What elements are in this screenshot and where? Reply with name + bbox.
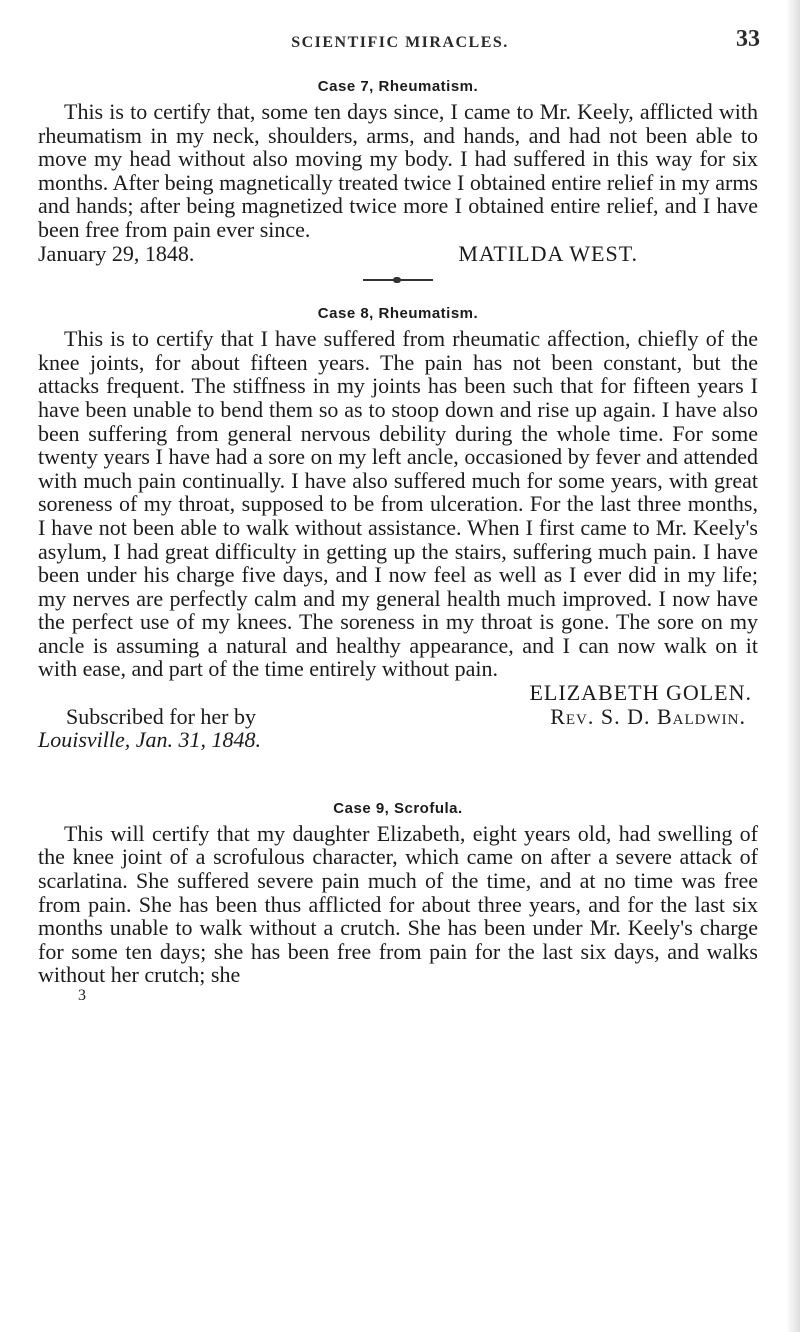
section-separator: [363, 279, 433, 281]
case-8-signature: ELIZABETH GOLEN.: [529, 680, 752, 706]
case-8-signature-row: [38, 681, 758, 705]
case-9-heading: Case 9, Scrofula.: [333, 799, 463, 817]
case-8-heading: Case 8, Rheumatism.: [317, 305, 479, 323]
case-7-date: January 29, 1848.: [38, 240, 195, 266]
case-8-witness: Rev. S. D. Baldwin.: [550, 703, 746, 729]
case-7-body: This is to certify that, some ten days since, I came to Mr. Keely, afflicted with rheumatism in my neck, shoulders, arms, and hands, and had not been able to move my head without also moving my body. I had suffered in this way for six months. After being magnetically treated twice I obtained entire relief in my arms and hands; after being magnetized twice more I obtained entire relief, and I have been free from pain ever since.: [38, 99, 758, 242]
case-8-subscribed-row: [38, 705, 758, 729]
case-7-heading: Case 7, Rheumatism.: [317, 78, 479, 95]
case-9-section: [38, 798, 758, 1005]
case-8-section: [38, 303, 758, 752]
case-8-body: This is to certify that I have suffered from rheumatic affection, chiefly of the knee joints, for about fifteen years. The pain has not been constant, but the attacks frequent. The stiffness in my joints has been such that for fifteen years I have been unable to bend them so as to stoop down and rise up again. I have also been suffering from general nervous debility during the whole time. For some twenty years I have had a sore on my left ancle, occasioned by fever and attended with much pain continually. I have also suffered much for some years, with great soreness of my throat, supposed to be from ulceration. For the last three months, I have not been able to walk without assistance. When I first came to Mr. Keely's asylum, I had great difficulty in getting up the stairs, suffering much pain. I have been under his charge five days, and I now feel as well as I ever did in my life; my nerves are perfectly calm and my general health much improved. I now have the perfect use of my knees. The soreness in my throat is gone. The sore on my ancle is assuming a natural and healthy appearance, and I can now walk on it with ease, and part of the time entirely without pain.: [38, 326, 758, 682]
printer-signature-mark: 3: [78, 987, 86, 1004]
page-edge-shadow: [786, 0, 800, 1332]
case-9-body: This will certify that my daughter Elizabeth, eight years old, had swelling of the knee joint of a scrofulous character, which came on after a severe attack of scarlatina. She suffered severe pain much of the time, and at no time was free from pain. She has been thus afflicted for about three years, and for the last six months unable to walk without a crutch. She has been under Mr. Keely's charge for some ten days; she has been free from pain for the last six days, and walks without her crutch; she: [38, 820, 758, 988]
case-7-section: [38, 76, 758, 265]
case-8-place-date: Louisville, Jan. 31, 1848.: [38, 727, 262, 753]
page-number: 33: [736, 26, 760, 52]
case-8-subscribed: Subscribed for her by: [66, 703, 257, 729]
running-head: [0, 26, 800, 56]
running-title: SCIENTIFIC MIRACLES.: [291, 34, 509, 51]
case-7-signature: MATILDA WEST.: [458, 240, 638, 266]
case-8-place-row: [38, 728, 758, 752]
case-7-signature-row: [38, 242, 758, 266]
text-block: [38, 76, 758, 1005]
section-gap: [38, 752, 758, 798]
